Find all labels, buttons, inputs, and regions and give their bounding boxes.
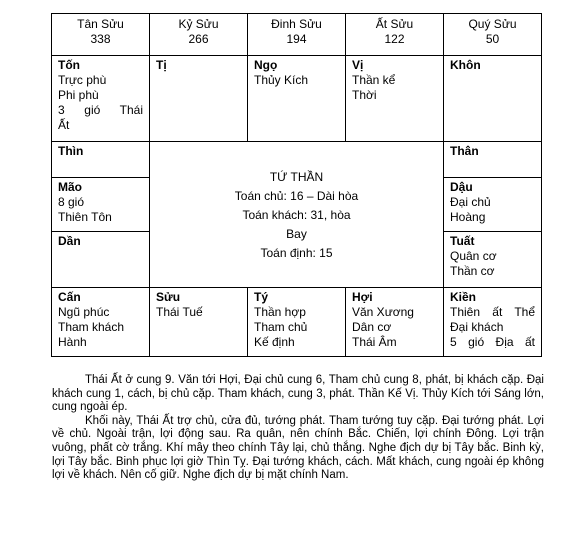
center-panel xyxy=(149,141,444,288)
cell-hoi xyxy=(345,287,444,357)
cell-title: Tý xyxy=(254,290,269,304)
cell-line: Đại chủ xyxy=(450,195,491,209)
cell-line: Ngũ phúc xyxy=(58,305,110,319)
commentary xyxy=(52,374,544,483)
header-cell-dinh-suu xyxy=(247,13,346,56)
cell-line: Hành xyxy=(58,335,87,349)
cell-ty xyxy=(247,287,346,357)
cell-khon xyxy=(443,55,542,142)
paragraph: Khối này, Thái Ất trợ chủ, cửa đủ, tướng phát. Tham tướng tuy cặp. Đại tướng phát. Lợi về chủ. Ngoài trận, lợi động sau. Ra quân, nên chính Bắc. Chiến, lợi chính Đông. Lợi trận vuông, phất cờ trắng. Khí mây theo chính Tây lại, chủ thắng. Nghe địch dự bị Tây bắc. Binh kỳ, lợi Tây bắc. Binh phục lợi giờ Thìn Tỵ. Đại tướng khách, cách. Mất khách, cung ngoài ép không lợi về khách. Nên cố giữ. Nghe địch dự bị mặt chính Nam. xyxy=(52,414,544,482)
cell-title: Sửu xyxy=(156,290,181,304)
cell-ti xyxy=(149,55,248,142)
cell-line: Văn Xương xyxy=(352,305,414,319)
header-value: 338 xyxy=(90,32,111,46)
cell-title: Ngọ xyxy=(254,58,278,72)
cell-suu xyxy=(149,287,248,357)
cell-mao xyxy=(51,177,150,232)
cell-line: Thần cơ xyxy=(450,264,495,278)
cell-line: Thủy Kích xyxy=(254,73,309,87)
cell-title: Kiền xyxy=(450,290,477,304)
cell-line: Thiên ất Thể xyxy=(450,305,535,319)
header-cell-ky-suu xyxy=(149,13,248,56)
header-name: Ất Sửu xyxy=(375,17,414,31)
header-cell-quy-suu xyxy=(443,13,542,56)
header-name: Kỷ Sửu xyxy=(178,17,219,31)
cell-dau xyxy=(443,177,542,232)
cell-ngo xyxy=(247,55,346,142)
cell-line: Quân cơ xyxy=(450,249,497,263)
cell-line: 3 gió Thái xyxy=(58,103,143,117)
cell-tuat xyxy=(443,231,542,288)
cell-thin xyxy=(51,141,150,178)
center-title: TỨ THẦN xyxy=(269,170,324,184)
header-name: Quý Sửu xyxy=(468,17,517,31)
center-line: Toán khách: 31, hòa xyxy=(242,208,351,222)
cell-dan xyxy=(51,231,150,288)
cell-line: Hoàng xyxy=(450,210,486,224)
cell-ton xyxy=(51,55,150,142)
cell-line: Trực phù xyxy=(58,73,107,87)
cell-line: Thiên Tôn xyxy=(58,210,112,224)
cell-title: Cấn xyxy=(58,290,81,304)
cell-title: Tuất xyxy=(450,234,475,248)
cell-line: Thái Âm xyxy=(352,335,397,349)
cell-title: Dần xyxy=(58,234,81,248)
cell-vi xyxy=(345,55,444,142)
cell-line: 5 gió Địa ất xyxy=(450,335,535,349)
cell-title: Tị xyxy=(156,58,167,72)
header-value: 266 xyxy=(188,32,209,46)
cell-title: Hợi xyxy=(352,290,373,304)
header-name: Tân Sửu xyxy=(77,17,124,31)
cell-line: Tham khách xyxy=(58,320,125,334)
header-name: Đinh Sửu xyxy=(271,17,322,31)
header-value: 50 xyxy=(485,32,500,46)
cell-line: Dân cơ xyxy=(352,320,392,334)
cell-line: Tham chủ xyxy=(254,320,308,334)
cell-line: Thần kể xyxy=(352,73,396,87)
cell-line: Thời xyxy=(352,88,377,102)
cell-can xyxy=(51,287,150,357)
cell-title: Thân xyxy=(450,144,479,158)
center-line: Toán định: 15 xyxy=(260,246,333,260)
cell-line: 8 gió xyxy=(58,195,85,209)
header-value: 122 xyxy=(384,32,405,46)
cell-line: Đại khách xyxy=(450,320,504,334)
cell-line: Ất xyxy=(58,118,70,132)
center-line: Bay xyxy=(286,227,307,241)
header-cell-tan-suu xyxy=(51,13,150,56)
cell-line: Thần hợp xyxy=(254,305,306,319)
cell-line: Phi phù xyxy=(58,88,99,102)
cell-title: Mão xyxy=(58,180,82,194)
header-value: 194 xyxy=(286,32,307,46)
cell-kien xyxy=(443,287,542,357)
cell-title: Khôn xyxy=(450,58,481,72)
cell-title: Dậu xyxy=(450,180,473,194)
header-cell-at-suu xyxy=(345,13,444,56)
paragraph: Thái Ất ở cung 9. Văn tới Hợi, Đại chủ cung 6, Tham chủ cung 8, phát, bị khách cặp. Đại khách cung 1, cách, bị chủ cặp. Tham khách, cung 3, phát. Thần Kế Vị. Thủy Kích tới Sáng lớn, cung ngoài ép. xyxy=(52,374,544,414)
center-line: Toán chủ: 16 – Dài hòa xyxy=(234,189,359,203)
tu-than-table xyxy=(51,13,542,357)
cell-line: Kế định xyxy=(254,335,295,349)
cell-than xyxy=(443,141,542,178)
cell-title: Tốn xyxy=(58,58,80,72)
cell-title: Thìn xyxy=(58,144,84,158)
cell-title: Vị xyxy=(352,58,364,72)
cell-line: Thái Tuế xyxy=(156,305,203,319)
